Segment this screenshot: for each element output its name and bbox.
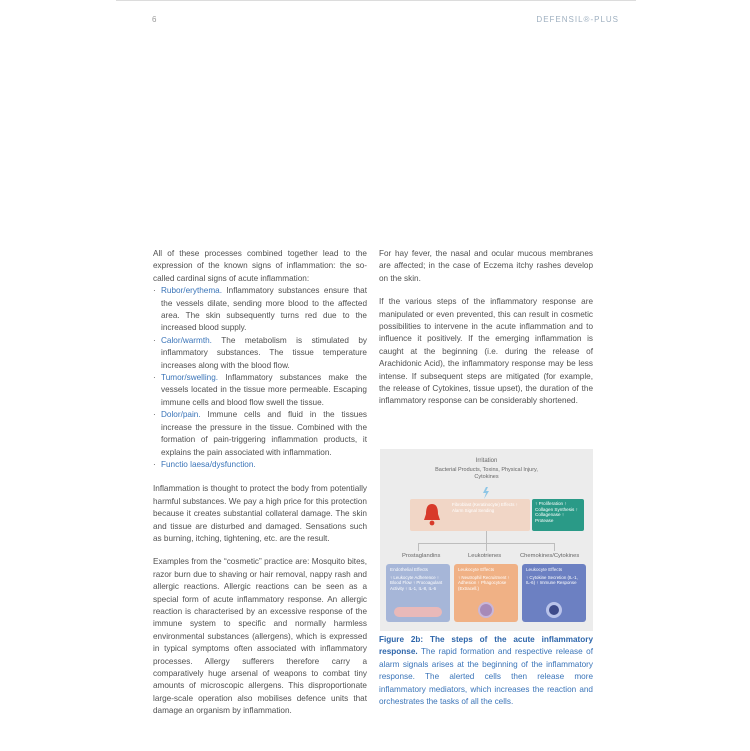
connector-line <box>486 543 487 551</box>
sign-text: Inflammatory substances ensure that the vessels dilate, sending more blood to the affected area. The skin subsequently turns red due to the increased blood supply. <box>161 286 367 333</box>
sign-term: Tumor/swelling. <box>161 373 219 383</box>
box-items: ↑ Leukocyte Adherence ↑ Blood Flow ↑ Procoagulant Activity ↑ IL-1, IL-8, IL-6 <box>390 574 443 591</box>
sign-text: Immune cells and fluid in the tissues increase the pressure in the tissue. Combined with the formation of pain-triggering inflammation products, it explains the pain associated with inflammation. <box>161 410 367 457</box>
branch-label-chemokines: Chemokines/Cytokines <box>520 553 580 559</box>
branch-label-leukotrienes: Leukotrienes <box>468 553 502 559</box>
neutrophil-cell-icon <box>478 602 494 618</box>
cosmetic-paragraph: Examples from the “cosmetic” practice are: Mosquito bites, razor burn due to shaving or hair removal, nappy rash and allergic reactions. Allergic reactions can be seen as a special form of acute inflammatory response. An allergic reaction is characterised by an excessive response of the immune system to specific and normally harmless environmental substances (allergens), which is expressed in typical symptoms often associated with inflammatory processes. Allergy sufferers therefore carry a comparatively huge arsenal of weapons to combat tiny amounts of microscopic allergens. This disproportionate large-scale operation also mobilises defence units that damage an organism by inflammation. <box>153 557 367 716</box>
list-item: · Functio laesa/dysfunction. <box>153 459 256 469</box>
page-number: 6 <box>152 15 157 24</box>
proliferation-box: ↑ Proliferation ↑ Collagen Synthesis ↑ Collagenase ↑ Protease <box>532 499 584 531</box>
box-title: Leukocyte Effects <box>526 567 563 572</box>
alarm-box-text: Fibroblast (Keratinocyte) Effects ↑ Alarm Signal Sending <box>452 502 518 513</box>
leukocyte-effects-box-2 <box>522 564 586 622</box>
leukocyte-effects-box <box>454 564 518 622</box>
inflammation-figure <box>380 449 593 631</box>
left-column <box>153 248 367 729</box>
figure-caption <box>379 634 593 708</box>
hayfever-paragraph: For hay fever, the nasal and ocular mucous membranes are affected; in the case of Eczema itchy rashes develop on the skin. <box>379 249 593 283</box>
box-items: ↑ Cytokine Secretion (IL-1, IL-6) ↑ Immune Response <box>526 574 578 586</box>
branch-label-prostaglandins: Prostaglandins <box>402 553 441 559</box>
connector-line <box>418 543 419 551</box>
sign-term: Rubor/erythema. <box>161 286 222 296</box>
right-column <box>379 248 593 419</box>
list-item: · Tumor/swelling. Inflammatory substances make the vessels located in the tissue more permeable. Escaping immune cells and blood flow swell the tissue. <box>153 373 367 407</box>
immune-cell-icon <box>546 602 562 618</box>
box-title: Leukocyte Effects <box>458 567 495 572</box>
list-item: · Dolor/pain. Immune cells and fluid in the tissues increase the pressure in the tissue. Combined with the formation of pain-triggering inflammation products, it explains the pain associated with inflammation. <box>153 410 367 457</box>
alarm-bell-icon <box>422 502 442 526</box>
sign-term: Functio laesa/dysfunction. <box>161 459 256 469</box>
sign-term: Dolor/pain. <box>161 410 201 420</box>
protect-paragraph: Inflammation is thought to protect the body from potentially harmful substances. We pay a high price for this protection because it creates substantial collateral damage. The skin and tissue are disturbed and damaged. Sensations such as burning, itching, tightening, etc. are the result. <box>153 484 367 543</box>
running-head: DEFENSIL®-PLUS <box>536 15 619 24</box>
irritation-title: Irritation <box>475 458 498 464</box>
endothelial-effects-box <box>386 564 450 622</box>
irritation-sources: Bacterial Products, Toxins, Physical Injury, Cytokines <box>435 467 538 480</box>
lightning-icon <box>482 487 490 499</box>
list-item: · Rubor/erythema. Inflammatory substances ensure that the vessels dilate, sending more blood to the affected area. The skin subsequently turns red due to the increased blood supply. <box>153 286 367 333</box>
sign-term: Calor/warmth. <box>161 335 212 345</box>
connector-line <box>554 543 555 551</box>
sign-text: Inflammatory substances make the vessels located in the tissue more permeable. Escaping immune cells and blood flow swell the tissue. <box>161 373 367 407</box>
caption-text: The rapid formation and respective release of alarm signals arises at the beginning of the inflammatory response. The alerted cells then release more inflammatory mediators, which increases the reaction and orchestrates the tasks of all the cells. <box>379 647 593 707</box>
intro-paragraph: All of these processes combined together lead to the expression of the known signs of inflammation: the so-called cardinal signs of acute inflammation: <box>153 249 367 283</box>
caption-title: Figure 2b: The steps of the acute inflammatory response. <box>379 635 593 657</box>
cardinal-signs-list <box>153 285 367 471</box>
sign-text: The metabolism is stimulated by inflammatory substances. The tissue temperature increases along with the blood flow. <box>161 335 367 370</box>
connector-line <box>486 531 487 543</box>
list-item: · Calor/warmth. The metabolism is stimulated by inflammatory substances. The tissue temperature increases along with the blood flow. <box>153 335 367 370</box>
alarm-signal-box <box>410 499 530 531</box>
blood-vessel-icon <box>394 607 442 617</box>
box-items: ↑ Neutrophil Recruitment ↑ Adhesion ↑ Phagocytose (Extracell.) <box>458 574 510 591</box>
steps-paragraph: If the various steps of the inflammatory response are manipulated or even prevented, this can result in cosmetic possibilities to intervene in the acute inflammation and to influence it positively. If the emerging inflammation is caught at the beginning (i.e. during the release of Arachidonic Acid), the inflammatory response may be less intense. If subsequent steps are mitigated (for example, the release of Cytokines, tissue upset), the duration of the inflammatory response can be considerably shortened. <box>379 297 593 406</box>
box-title: Endothelial Effects <box>390 567 428 572</box>
